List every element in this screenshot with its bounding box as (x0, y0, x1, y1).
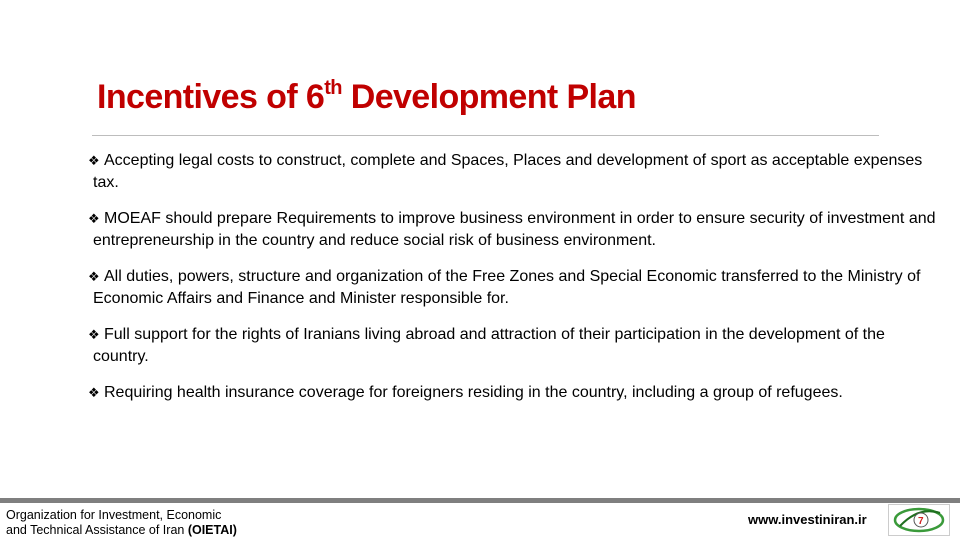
bullet-text: MOEAF should prepare Requirements to improve business environment in order to ensure security of investment and entrepreneurship in the country and reduce social risk of business environment. (93, 210, 936, 249)
bullet-item (88, 382, 938, 404)
slide-footer (0, 498, 960, 540)
bullet-text: Full support for the rights of Iranians living abroad and attraction of their participation in the development of the country. (93, 326, 885, 365)
svg-text:7: 7 (918, 516, 924, 527)
title-suffix: Development Plan (341, 78, 636, 116)
organization-name (6, 508, 237, 538)
bullet-list (88, 150, 938, 418)
diamond-bullet-icon: ❖ (88, 211, 100, 226)
bullet-item (88, 324, 938, 368)
bullet-text: Requiring health insurance coverage for foreigners residing in the country, including a group of refugees. (104, 384, 843, 401)
diamond-bullet-icon: ❖ (88, 269, 100, 284)
org-line-2-text: and Technical Assistance of Iran (6, 523, 188, 537)
bullet-text: Accepting legal costs to construct, complete and Spaces, Places and development of sport as acceptable expenses tax. (93, 152, 923, 191)
bullet-item (88, 150, 938, 194)
org-line-1: Organization for Investment, Economic (6, 508, 222, 522)
diamond-bullet-icon: ❖ (88, 327, 100, 342)
bullet-text: All duties, powers, structure and organization of the Free Zones and Special Economic transferred to the Ministry of Economic Affairs and Finance and Minister responsible for. (93, 268, 921, 307)
diamond-bullet-icon: ❖ (88, 153, 100, 168)
diamond-bullet-icon: ❖ (88, 385, 100, 400)
org-line-2 (6, 523, 237, 538)
title-superscript: th (324, 76, 342, 99)
footer-bar (0, 498, 960, 503)
title-divider (92, 135, 879, 136)
org-abbreviation: (OIETAI) (187, 523, 237, 537)
slide-title (97, 78, 636, 117)
website-link[interactable]: www.investiniran.ir (748, 512, 867, 527)
title-prefix: Incentives of 6 (97, 78, 325, 116)
bullet-item (88, 208, 938, 252)
bullet-item (88, 266, 938, 310)
oietai-logo-icon (888, 504, 950, 536)
